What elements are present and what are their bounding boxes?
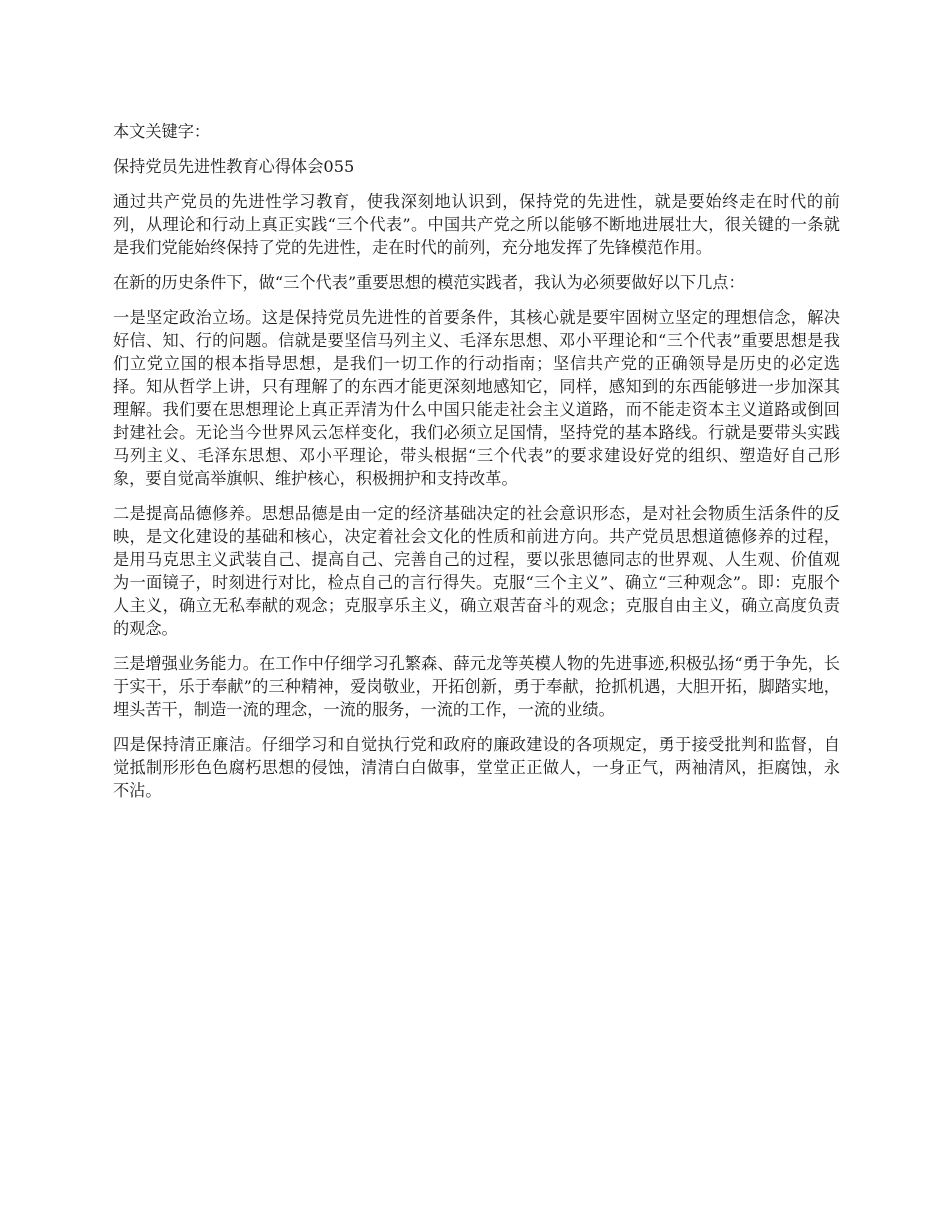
document-page (113, 120, 840, 814)
paragraph-point-4: 四是保持清正廉洁。仔细学习和自觉执行党和政府的廉政建设的各项规定，勇于接受批判和监督，自觉抵制形形色色腐朽思想的侵蚀，清清白白做事，堂堂正正做人，一身正气，两袖清风，拒腐蚀，永不沾。 (113, 735, 840, 800)
paragraph-lead: 在新的历史条件下，做“三个代表”重要思想的模范实践者，我认为必须要做好以下几点： (113, 273, 745, 292)
paragraph-point-2: 二是提高品德修养。思想品德是由一定的经济基础决定的社会意识形态，是对社会物质生活条件的反映，是文化建设的基础和核心，决定着社会文化的性质和前进方向。共产党员思想道德修养的过程，是用马克思主义武装自己、提高自己、完善自己的过程，要以张思德同志的世界观、人生观、价值观为一面镜子，时刻进行对比，检点自己的言行得失。克服“三个主义”、确立“三种观念”。即：克服个人主义，确立无私奉献的观念；克服享乐主义，确立艰苦奋斗的观念；克服自由主义，确立高度负责的观念。 (113, 504, 840, 638)
paragraph-point-1: 一是坚定政治立场。这是保持党员先进性的首要条件，其核心就是要牢固树立坚定的理想信念，解决好信、知、行的问题。信就是要坚信马列主义、毛泽东思想、邓小平理论和“三个代表”重要思想是我们立党立国的根本指导思想，是我们一切工作的行动指南；坚信共产党的正确领导是历史的必定选择。知从哲学上讲，只有理解了的东西才能更深刻地感知它，同样，感知到的东西能够进一步加深其理解。我们要在思想理论上真正弄清为什么中国只能走社会主义道路，而不能走资本主义道路或倒回封建社会。无论当今世界风云怎样变化，我们必须立足国情，坚持党的基本路线。行就是要带头实践马列主义、毛泽东思想、邓小平理论，带头根据“三个代表”的要求建设好党的组织、塑造好自己形象，要自觉高举旗帜、维护核心，积极拥护和支持改革。 (113, 308, 840, 488)
document-title: 保持党员先进性教育心得体会055 (113, 157, 355, 176)
paragraph-point-3: 三是增强业务能力。在工作中仔细学习孔繁森、薛元龙等英模人物的先进事迹,积极弘扬“勇于争先，长于实干，乐于奉献”的三种精神，爱岗敬业，开拓创新，勇于奉献，抢抓机遇，大胆开拓，脚踏实地，埋头苦干，制造一流的理念，一流的服务，一流的工作，一流的业绩。 (113, 654, 840, 719)
keywords-label: 本文关键字： (113, 122, 211, 141)
paragraph-intro: 通过共产党员的先进性学习教育，使我深刻地认识到，保持党的先进性，就是要始终走在时代的前列，从理论和行动上真正实践“三个代表”。中国共产党之所以能够不断地进展壮大，很关键的一条就是我们党能始终保持了党的先进性，走在时代的前列，充分地发挥了先锋模范作用。 (113, 192, 840, 257)
